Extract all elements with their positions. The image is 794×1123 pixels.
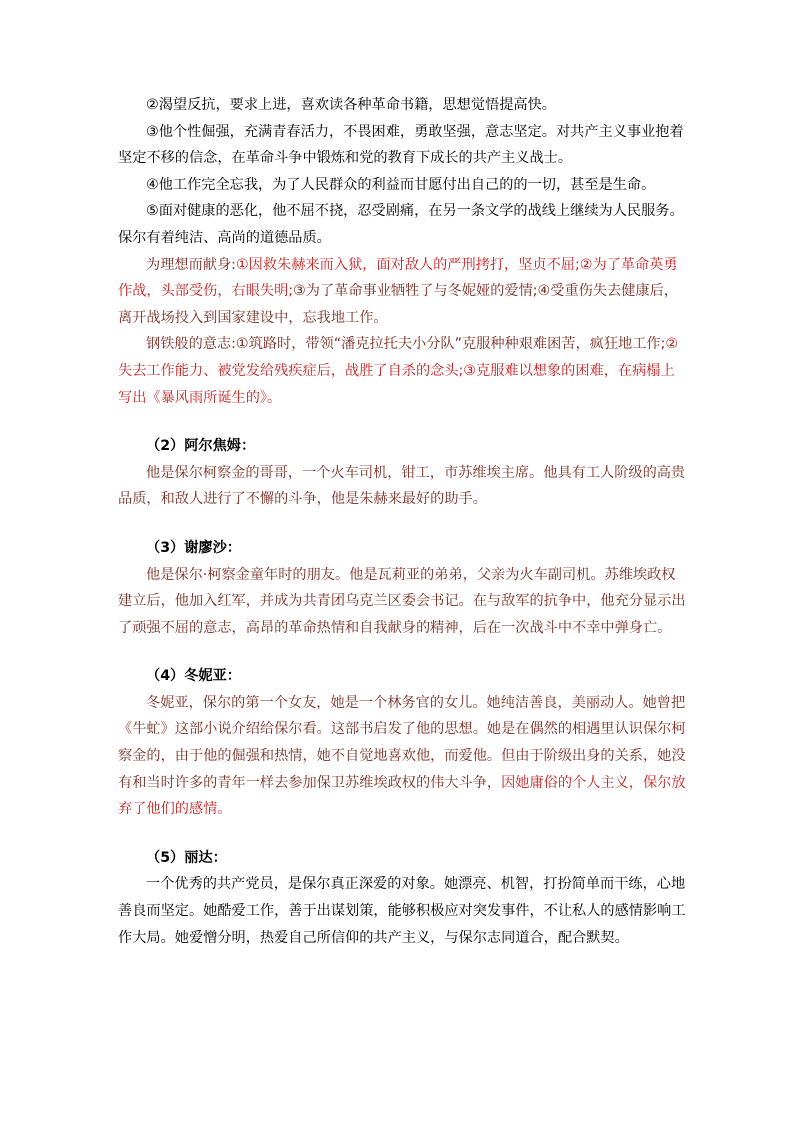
- will-paragraph: [118, 331, 686, 411]
- ideal-item-3: ③为了革命事业牺牲了与冬妮娅的爱情;: [293, 283, 538, 300]
- section-body-tonya: [118, 690, 686, 823]
- section-body-rita: 一个优秀的共产党员，是保尔真正深爱的对象。她漂亮、机智，打扮简单而干练，心地善良而坚定。她酷爱工作，善于出谋划策，能够积极应对突发事件，不让私人的感情影响工作大局。她爱憎分明，热爱自己所信仰的共产主义，与保尔志同道合，配合默契。: [118, 876, 686, 946]
- will-label: 钢铁般的意志:: [146, 336, 236, 353]
- will-item-1: ①筑路时，带领“潘克拉托夫小分队”克服种种艰难困苦，疯狂地工作;: [235, 336, 666, 353]
- ideal-paragraph: [118, 252, 686, 332]
- will-item-3: ③克服难以想象的困难，在病榻上写出《暴风雨所诞生的》。: [118, 362, 675, 406]
- ideal-item-2: ②为了革命英勇作战，头部受伤，右眼失明;: [118, 256, 678, 300]
- trait-line-2: ②渴望反抗，要求上进，喜欢读各种革命书籍，思想觉悟提高快。: [146, 97, 556, 113]
- ideal-item-4: ④受重伤失去健康后，离开战场投入到国家建设中，忘我地工作。: [118, 283, 678, 326]
- will-item-2: ②失去工作能力、被党发给残疾症后，战胜了自杀的念头;: [118, 336, 679, 379]
- tonya-body-part-a: 冬妮亚，保尔的第一个女友，她是一个林务官的女儿。她纯洁善良，美丽动人。她曾把《牛虻》这部小说介绍给保尔看。这部书启发了他的思想。她是在偶然的相遇里认识保尔柯察金的，由于他的倔强和热情，她不自觉地喜欢他，而爱他。但由于阶级出身的关系，她没有和当时许多的青年一样去参加保卫苏维埃政权的伟大斗争，: [118, 694, 686, 791]
- ideal-item-1: ①因救朱赫来而入狱，面对敌人的严刑拷打，坚贞不屈;: [235, 256, 580, 273]
- section-heading-seryozha: （3）谢廖沙：: [146, 539, 241, 556]
- section-heading-artyom: （2）阿尔焦姆：: [146, 438, 256, 455]
- trait-line-4: ④他工作完全忘我，为了人民群众的利益而甘愿付出自己的的一切，甚至是生命。: [146, 176, 656, 193]
- document-page: [118, 92, 686, 951]
- section-body-artyom: 他是保尔柯察金的哥哥，一个火车司机，钳工，市苏维埃主席。他具有工人阶级的高贵品质，和敌人进行了不懈的斗争，他是朱赫来最好的助手。: [118, 464, 686, 508]
- trait-line-3: ③他个性倔强，充满青春活力，不畏困难，勇敢坚强，意志坚定。对共产主义事业抱着坚定不移的信念，在革命斗争中锻炼和党的教育下成长的共产主义战士。: [118, 123, 684, 167]
- ideal-label: 为理想而献身:: [146, 256, 236, 273]
- tonya-body-part-b: 因她庸俗的个人主义，保尔放弃了他们的感情。: [118, 774, 686, 818]
- section-body-seryozha: 他是保尔·柯察金童年时的朋友。他是瓦莉亚的弟弟，父亲为火车副司机。苏维埃政权建立后，他加入红军，并成为共青团乌克兰区委会书记。在与敌军的抗争中，他充分显示出了顽强不屈的意志，高昂的革命热情和自我献身的精神，后在一次战斗中不幸中弹身亡。: [118, 566, 686, 636]
- trait-line-5: ⑤面对健康的恶化，他不屈不挠，忍受剧痛，在另一条文学的战线上继续为人民服务。保尔有着纯洁、高尚的道德品质。: [118, 203, 684, 246]
- section-heading-tonya: （4）冬妮亚：: [146, 668, 241, 685]
- section-heading-rita: （5）丽达：: [146, 849, 227, 866]
